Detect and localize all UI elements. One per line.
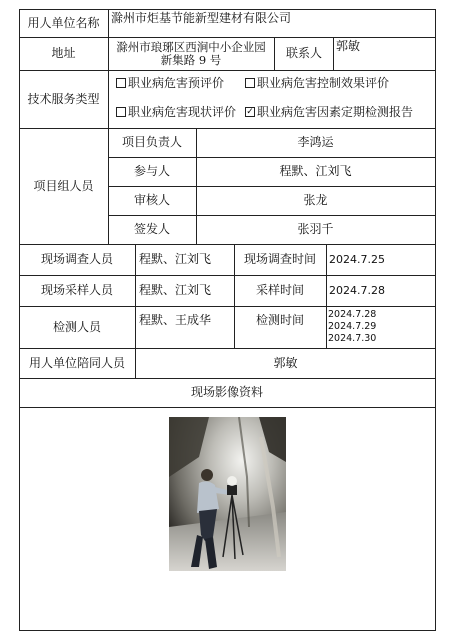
site-photo xyxy=(169,417,286,571)
checkbox-checked-icon[interactable]: ✓ xyxy=(246,107,254,117)
address-label: 地址 xyxy=(51,46,76,61)
company-label: 用人单位名称 xyxy=(27,15,100,30)
testing-time-label: 检测时间 xyxy=(255,312,304,327)
sampling-names: 程默、江刘飞 xyxy=(139,283,212,298)
checkbox-icon[interactable] xyxy=(116,107,126,117)
service-option-pre-eval[interactable]: 职业病危害预评价 xyxy=(113,72,243,94)
escort-names: 郭敏 xyxy=(273,355,298,370)
testing-times xyxy=(326,306,435,348)
team-names-reviewer: 张龙 xyxy=(303,193,328,208)
team-names-issuer: 张羽千 xyxy=(297,222,334,237)
team-role-participant: 参与人 xyxy=(133,164,170,179)
service-option-periodic-report[interactable]: ✓ 职业病危害因素定期检测报告 xyxy=(246,104,414,119)
team-names-participant: 程默、江刘飞 xyxy=(279,164,352,179)
survey-names: 程默、江刘飞 xyxy=(139,252,212,267)
photos-label: 现场影像资料 xyxy=(190,385,263,400)
sampling-time: 2024.7.28 xyxy=(329,283,385,297)
checkbox-icon[interactable] xyxy=(245,78,255,88)
team-label: 项目组人员 xyxy=(33,178,94,193)
survey-time-label: 现场调查时间 xyxy=(243,252,316,267)
team-role-lead: 项目负责人 xyxy=(121,135,182,150)
sampling-label: 现场采样人员 xyxy=(40,283,113,298)
testing-date: 2024.7.29 xyxy=(328,321,377,332)
testing-date: 2024.7.30 xyxy=(328,333,377,344)
service-option-status-eval[interactable]: 职业病危害现状评价 xyxy=(113,101,243,123)
testing-names: 程默、王成华 xyxy=(139,312,212,327)
checkbox-icon[interactable] xyxy=(116,78,126,88)
survey-label: 现场调查人员 xyxy=(40,252,113,267)
address-value: 滁州市琅琊区西涧中小企业园新集路 9 号 xyxy=(116,39,266,67)
service-type-label: 技术服务类型 xyxy=(27,91,100,106)
team-names-lead: 李鸿运 xyxy=(297,135,334,150)
testing-label: 检测人员 xyxy=(52,319,101,334)
team-role-issuer: 签发人 xyxy=(133,222,170,237)
sampling-time-label: 采样时间 xyxy=(255,283,304,298)
contact-label: 联系人 xyxy=(285,46,322,61)
survey-time: 2024.7.25 xyxy=(329,252,385,266)
escort-label: 用人单位陪同人员 xyxy=(28,355,125,370)
testing-date: 2024.7.28 xyxy=(328,309,377,320)
team-role-reviewer: 审核人 xyxy=(133,193,170,208)
service-option-control-eval[interactable]: 职业病危害控制效果评价 xyxy=(242,72,435,94)
company-value: 滁州市炬基节能新型建材有限公司 xyxy=(111,11,292,25)
contact-value: 郭敏 xyxy=(336,39,361,53)
